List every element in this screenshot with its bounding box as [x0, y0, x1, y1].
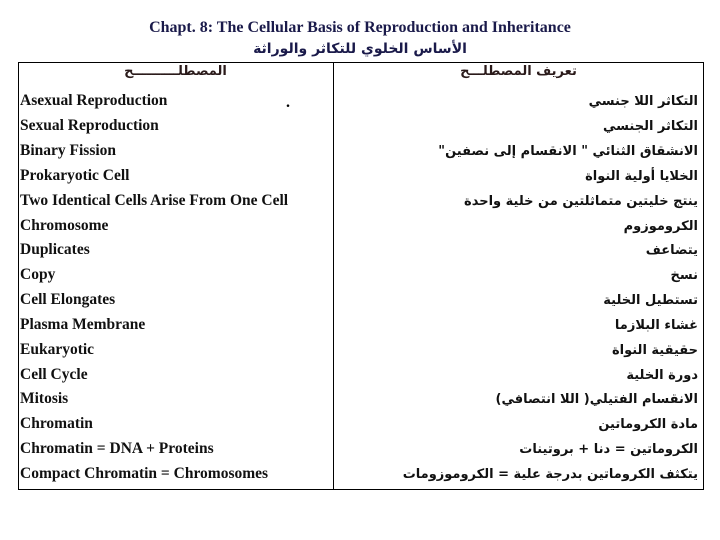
- stray-mark: .: [286, 94, 290, 111]
- definition-cell: مادة الكروماتين: [598, 417, 698, 432]
- term-cell: Mitosis: [20, 390, 69, 407]
- definition-column-header: تعريف المصطلـــح: [460, 64, 577, 79]
- definition-cell: غشاء البلازما: [614, 318, 698, 333]
- definition-cell: نسخ: [670, 268, 698, 283]
- term-cell: Binary Fission: [20, 142, 117, 159]
- term-cell: Chromatin = DNA + Proteins: [20, 440, 214, 457]
- definition-cell: يتكثف الكروماتين بدرجة علية = الكروموزومات: [402, 467, 698, 482]
- term-cell: Cell Cycle: [20, 366, 88, 383]
- term-column-header: المصطلــــــــــح: [124, 64, 227, 79]
- term-cell: Cell Elongates: [20, 291, 116, 308]
- definition-cell: يتضاعف: [645, 243, 698, 258]
- column-divider: [333, 62, 334, 490]
- term-cell: Chromosome: [20, 217, 109, 234]
- term-cell: Sexual Reproduction: [20, 117, 159, 134]
- definition-cell: الانقسام الفتيلي( اللا انتصافي): [495, 392, 698, 407]
- term-cell: Asexual Reproduction: [20, 92, 168, 109]
- page-title: Chapt. 8: The Cellular Basis of Reproduction and Inheritance: [149, 19, 571, 36]
- definition-cell: الكروماتين = دنا + بروتينات: [519, 442, 698, 457]
- definition-cell: ينتج خليتين متماثلتين من خلية واحدة: [464, 194, 698, 209]
- definition-cell: دورة الخلية: [626, 368, 698, 383]
- term-cell: Prokaryotic Cell: [20, 167, 130, 184]
- definition-cell: الخلايا أولية النواة: [585, 169, 698, 184]
- term-cell: Chromatin: [20, 415, 93, 432]
- term-cell: Duplicates: [20, 241, 90, 258]
- term-cell: Copy: [20, 266, 56, 283]
- definition-cell: التكاثر اللا جنسي: [588, 94, 698, 109]
- definition-cell: التكاثر الجنسي: [603, 119, 698, 134]
- term-cell: Two Identical Cells Arise From One Cell: [20, 192, 289, 209]
- term-cell: Eukaryotic: [20, 341, 95, 358]
- page-subtitle: الأساس الخلوي للتكاثر والوراثة: [253, 41, 467, 57]
- definition-cell: الكروموزوم: [623, 219, 698, 234]
- definition-cell: الانشقاق الثنائي " الانقسام إلى نصفين": [438, 144, 698, 159]
- definition-cell: حقيقية النواة: [611, 343, 698, 358]
- definition-cell: تستطيل الخلية: [603, 293, 698, 308]
- term-cell: Plasma Membrane: [20, 316, 146, 333]
- term-cell: Compact Chromatin = Chromosomes: [20, 465, 269, 482]
